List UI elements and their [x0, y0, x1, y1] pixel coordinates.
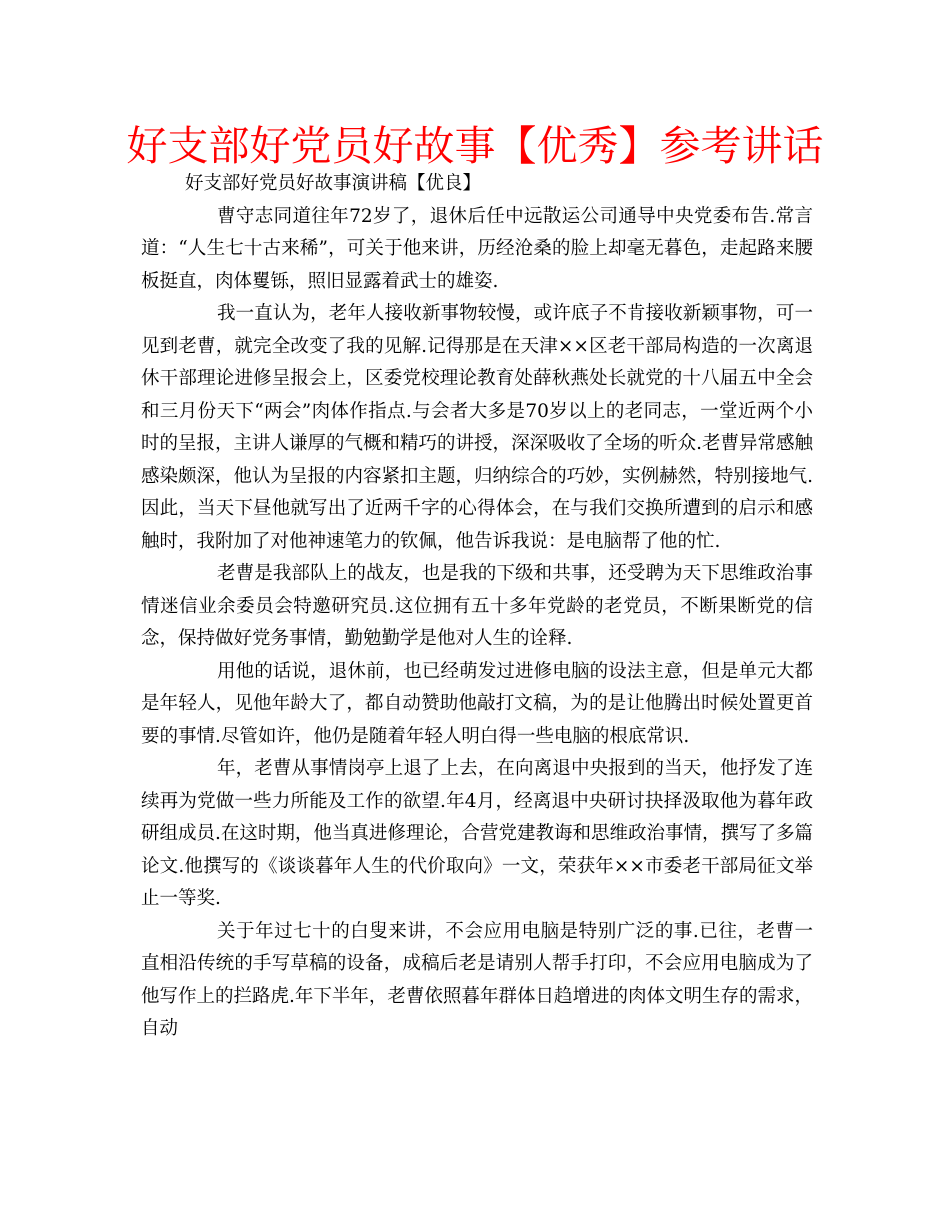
paragraph: 年，老曹从事情岗亭上退了上去，在向离退中央报到的当天，他抒发了连续再为党做一些力所能及工作的欲望.年4月，经离退中央研讨抉择汲取他为暮年政研组成员.在这时期，他当真进修理论，合营党建教诲和思维政治事情，撰写了多篇论文.他撰写的《谈谈暮年人生的代价取向》一文，荣获年××市委老干部局征文举止一等奖.: [141, 758, 813, 909]
document-body: [141, 168, 813, 1046]
document-title: 好支部好党员好故事【优秀】参考讲话: [126, 122, 824, 170]
document-subtitle: 好支部好党员好故事演讲稿【优良】: [185, 173, 482, 194]
paragraph: 用他的话说，退休前，也已经萌发过进修电脑的设法主意，但是单元大都是年轻人，见他年龄大了，都自动赞助他敲打文稿，为的是让他腾出时候处置更首要的事情.尽管如许，他仍是随着年轻人明白得一些电脑的根底常识.: [141, 660, 813, 747]
paragraph: 关于年过七十的白叟来讲，不会应用电脑是特别广泛的事.已往，老曹一直相沿传统的手写草稿的设备，成稿后老是请别人帮手打印，不会应用电脑成为了他写作上的拦路虎.年下半年，老曹依照暮年群体日趋增进的肉体文明生存的需求，自动: [141, 920, 813, 1039]
paragraph: 我一直认为，老年人接收新事物较慢，或许底子不肯接收新颖事物，可一见到老曹，就完全改变了我的见解.记得那是在天津××区老干部局构造的一次离退休干部理论进修呈报会上，区委党校理论教育处薛秋燕处长就党的十八届五中全会和三月份天下“两会”肉体作指点.与会者大多是70岁以上的老同志，一堂近两个小时的呈报，主讲人谦厚的气概和精巧的讲授，深深吸收了全场的听众.老曹异常感触感染颇深，他认为呈报的内容紧扣主题，归纳综合的巧妙，实例赫然，特别接地气.因此，当天下昼他就写出了近两千字的心得体会，在与我们交换所遭到的启示和感触时，我附加了对他神速笔力的钦佩，他告诉我说：是电脑帮了他的忙.: [141, 303, 813, 552]
paragraph: 曹守志同道往年72岁了，退休后任中远散运公司通导中央党委布告.常言道：“人生七十古来稀”，可关于他来讲，历经沧桑的脸上却毫无暮色，走起路来腰板挺直，肉体矍铄，照旧显露着武士的雄姿.: [141, 205, 813, 292]
paragraph: 老曹是我部队上的战友，也是我的下级和共事，还受聘为天下思维政治事情迷信业余委员会特邀研究员.这位拥有五十多年党龄的老党员，不断果断党的信念，保持做好党务事情，勤勉勤学是他对人生的诠释.: [141, 563, 813, 649]
